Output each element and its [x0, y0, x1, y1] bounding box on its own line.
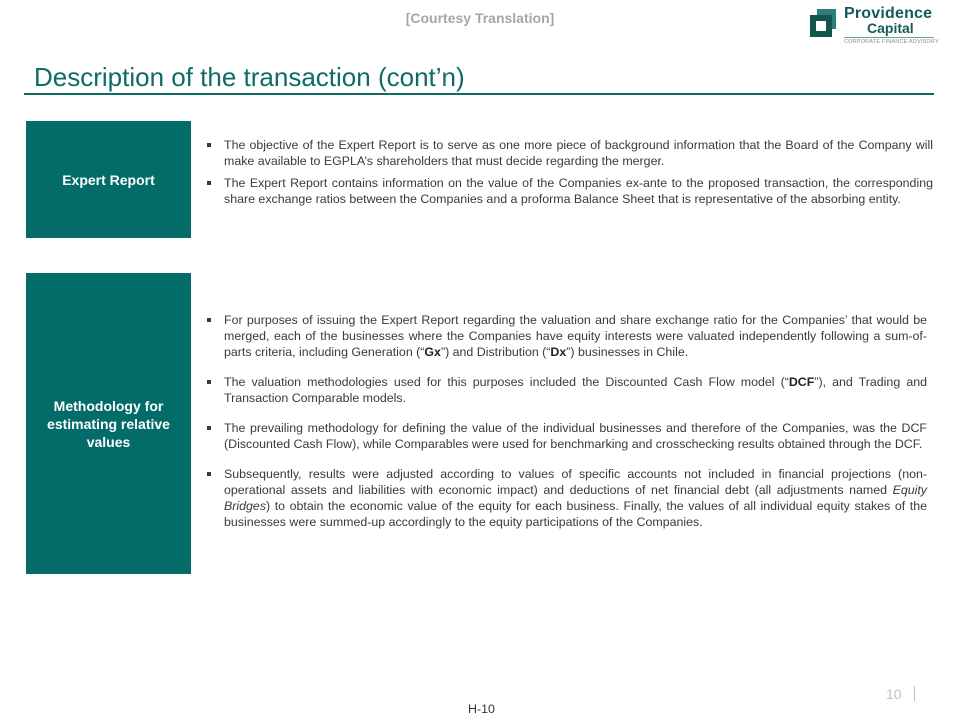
providence-capital-logo — [810, 6, 940, 46]
expert-report-content — [205, 137, 933, 213]
bullet-item: For purposes of issuing the Expert Report regarding the valuation and share exchange ratio for the Companies’ that would be merged, each of the businesses where the Companies have equity interests were valuated independently following a sum-of-parts criteria, including Generation (“Gx”) and Distribution (“Dx”) businesses in Chile. — [205, 312, 927, 360]
bullet-item: The prevailing methodology for defining the value of the individual businesses and therefore of the Companies, was the DCF (Discounted Cash Flow), while Comparables were used for benchmarking and crosschecking results obtained through the DCF. — [205, 420, 927, 452]
bold-term-dx: Dx — [550, 345, 567, 359]
logo-name-line2: Capital — [867, 20, 914, 36]
bullet-list — [205, 137, 933, 207]
bullet-item: The objective of the Expert Report is to serve as one more piece of background information that the Board of the Company will make available to EGPLA’s shareholders that must decide regarding the merger. — [205, 137, 933, 169]
logo-tagline: CORPORATE FINANCE ADVISORY — [844, 39, 939, 45]
logo-name-line1: Providence — [844, 5, 933, 22]
section-label-methodology — [26, 273, 191, 574]
logo-mark-icon — [810, 9, 836, 37]
section-label-text: Methodology for estimating relative values — [47, 397, 170, 450]
section-label-expert-report — [26, 121, 191, 238]
section-label-text: Expert Report — [62, 171, 155, 188]
bullet-item: The valuation methodologies used for this purposes included the Discounted Cash Flow model (“DCF”), and Trading and Transaction Comparable models. — [205, 374, 927, 406]
courtesy-translation-note: [Courtesy Translation] — [405, 10, 555, 26]
bullet-item: The Expert Report contains information on the value of the Companies ex-ante to the proposed transaction, the corresponding share exchange ratios between the Companies and a proforma Balance Sheet that is representative of the absorbing entity. — [205, 175, 933, 207]
bold-term-gx: Gx — [424, 345, 441, 359]
logo-divider — [844, 37, 934, 38]
page-number: 10 — [886, 686, 902, 702]
italic-term-equity-bridges: Equity Bridges — [224, 483, 927, 513]
methodology-content — [205, 312, 927, 544]
page-number-divider — [914, 686, 915, 701]
bullet-list — [205, 312, 927, 530]
title-underline — [24, 93, 934, 95]
bold-term-dcf: DCF — [788, 375, 815, 389]
document-reference: H-10 — [468, 702, 495, 716]
bullet-item: Subsequently, results were adjusted according to values of specific accounts not included in financial projections (non-operational assets and liabilities with economic impact) and deductions of net financial debt (all adjustments named Equity Bridges) to obtain the economic value of the equity for each business. Finally, the values of all individual equity stakes of the businesses were summed-up accordingly to the equity participations of the Companies. — [205, 466, 927, 530]
page-title: Description of the transaction (cont’n) — [34, 62, 465, 92]
